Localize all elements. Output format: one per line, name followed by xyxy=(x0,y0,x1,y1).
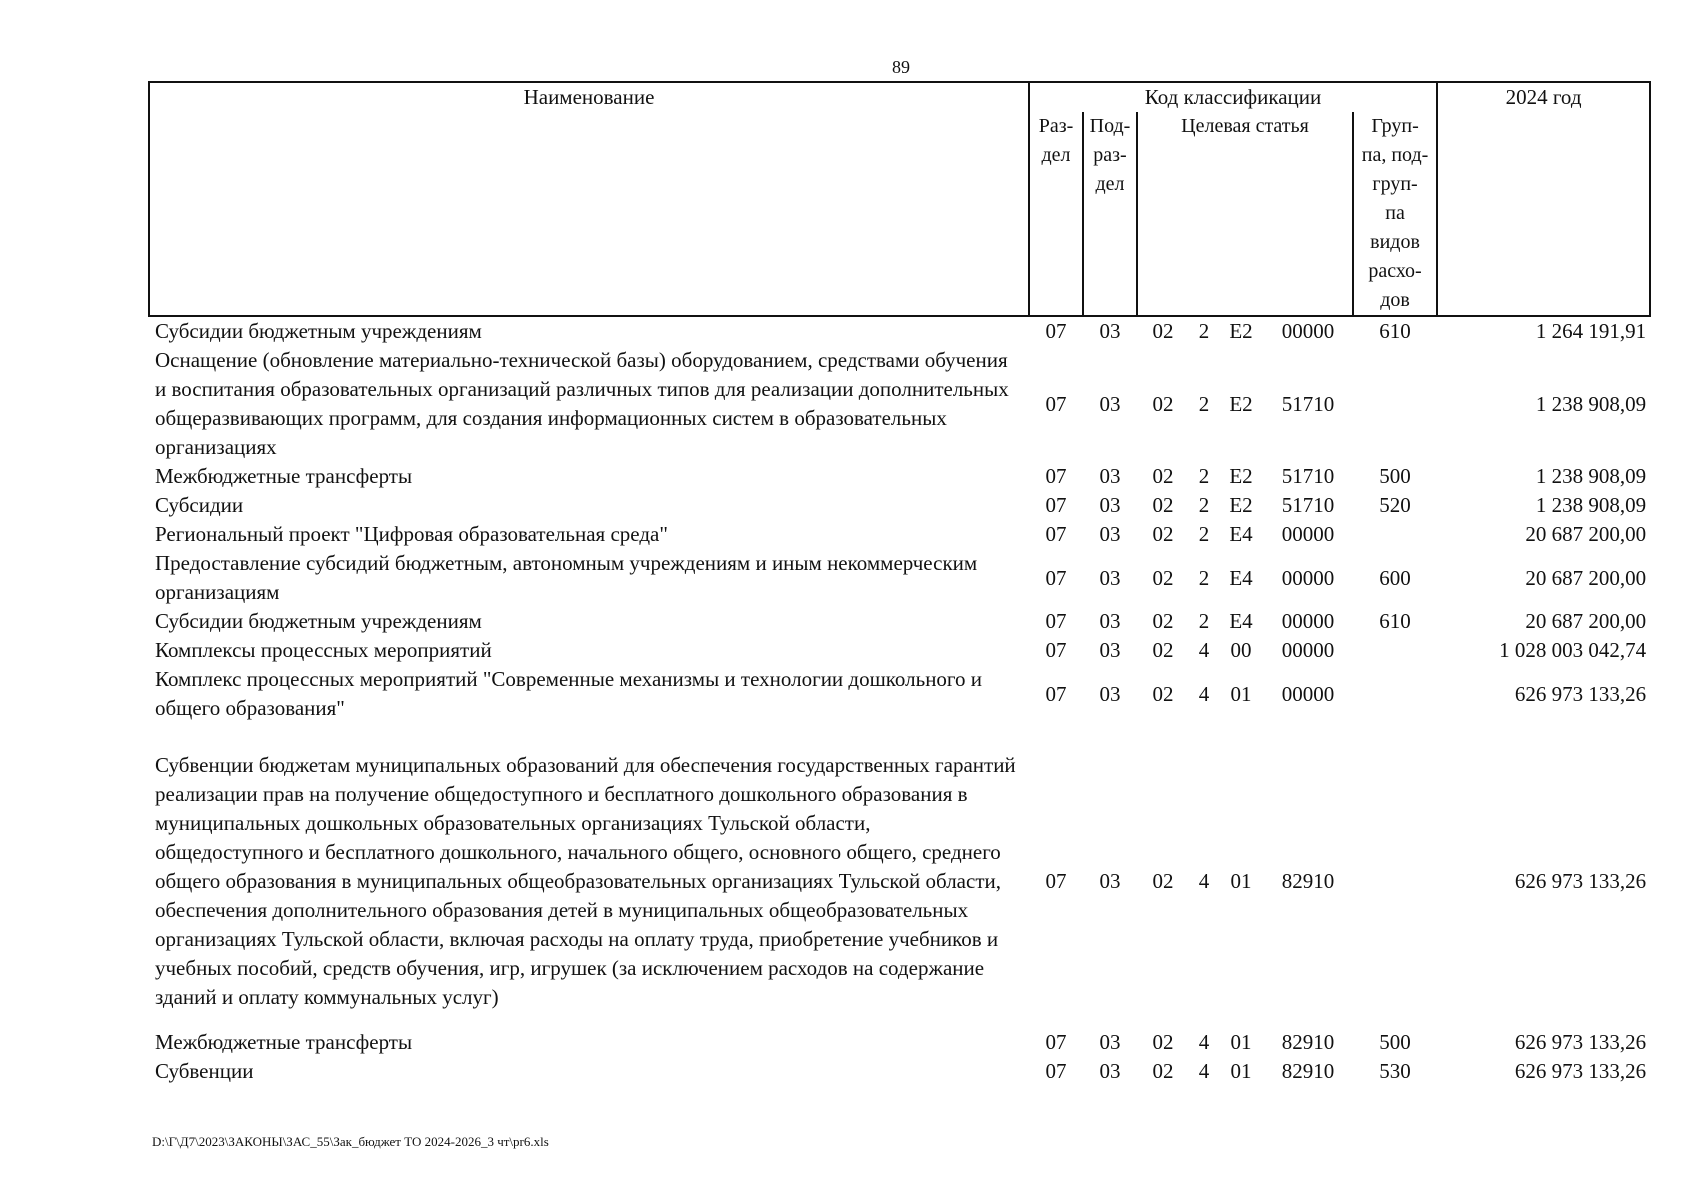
row-target-type: 2 xyxy=(1198,319,1210,343)
row-podrazdel: 03 xyxy=(1099,609,1121,633)
row-name: Субсидии бюджетным учреждениям xyxy=(155,609,482,633)
row-target-direction: 82910 xyxy=(1281,869,1335,893)
table-row xyxy=(149,491,1650,520)
table-row xyxy=(149,1057,1650,1086)
row-target-main: E4 xyxy=(1229,565,1253,590)
header-target: Целевая статья xyxy=(1137,112,1353,316)
row-target-program: 02 xyxy=(1152,681,1174,706)
row-target-type: 4 xyxy=(1198,638,1210,662)
row-name: Субвенции xyxy=(155,1059,254,1083)
row-target-main: 01 xyxy=(1230,1030,1252,1054)
table-row xyxy=(149,549,1650,607)
row-amount: 626 973 133,26 xyxy=(1514,1059,1647,1083)
row-podrazdel: 03 xyxy=(1099,319,1121,343)
row-podrazdel: 03 xyxy=(1099,391,1121,416)
row-name: Региональный проект "Цифровая образовательная среда" xyxy=(155,522,668,546)
row-target-main: E2 xyxy=(1229,464,1253,488)
row-target-program: 02 xyxy=(1152,1059,1174,1083)
row-target-program: 02 xyxy=(1152,464,1174,488)
row-name: Предоставление субсидий бюджетным, автономным учреждениям и иным некоммерческим организациям xyxy=(155,551,978,604)
row-amount: 626 973 133,26 xyxy=(1514,681,1647,706)
table-body xyxy=(149,316,1650,1086)
row-target-program: 02 xyxy=(1152,609,1174,633)
row-target-direction: 00000 xyxy=(1281,565,1335,590)
row-expense-group xyxy=(1353,636,1437,665)
row-target-main: E2 xyxy=(1229,391,1253,416)
row-target-direction: 82910 xyxy=(1281,1059,1335,1083)
row-target-direction: 00000 xyxy=(1281,638,1335,662)
row-podrazdel: 03 xyxy=(1099,464,1121,488)
row-target-direction: 00000 xyxy=(1281,609,1335,633)
budget-table-wrapper xyxy=(148,81,1649,1086)
row-expense-group: 520 xyxy=(1379,493,1411,517)
row-target-type: 2 xyxy=(1198,565,1210,590)
header-code-group: Код классификации xyxy=(1029,82,1437,112)
page-number: 89 xyxy=(892,57,910,77)
row-podrazdel: 03 xyxy=(1099,1030,1121,1054)
row-target-type: 2 xyxy=(1198,522,1210,546)
row-amount: 1 238 908,09 xyxy=(1535,464,1647,488)
row-target-program: 02 xyxy=(1152,565,1174,590)
row-name: Оснащение (обновление материально-технической базы) оборудованием, средствами обучения и воспитания образовательных организаций различных типов для реализации дополнительных общеразвивающих программ, для создания информационных систем в образовательных организациях xyxy=(155,348,1009,459)
table-row xyxy=(149,636,1650,665)
row-expense-group xyxy=(1353,723,1437,1028)
row-target-direction: 00000 xyxy=(1281,319,1335,343)
row-razdel: 07 xyxy=(1045,869,1067,893)
row-target-program: 02 xyxy=(1152,1030,1174,1054)
row-podrazdel: 03 xyxy=(1099,869,1121,893)
row-razdel: 07 xyxy=(1045,638,1067,662)
budget-table xyxy=(148,81,1651,1086)
row-target-program: 02 xyxy=(1152,391,1174,416)
row-name: Субвенции бюджетам муниципальных образований для обеспечения государственных гарантий реализации прав на получение общедоступного и бесплатного дошкольного образования в муниципальных дошкольных образовательных организациях Тульской области, общедоступного и бесплатного дошкольного, начального общего, основного общего, среднего общего образования в муниципальных общеобразовательных организациях Тульской области, обеспечения дополнительного образования детей в муниципальных общеобразовательных организациях Тульской области, включая расходы на оплату труда, приобретение учебников и учебных пособий, средств обучения, игр, игрушек (за исключением расходов на содержание зданий и оплату коммунальных услуг) xyxy=(155,753,1016,1009)
row-target-direction: 51710 xyxy=(1281,391,1335,416)
table-row xyxy=(149,462,1650,491)
table-row xyxy=(149,346,1650,462)
table-row xyxy=(149,520,1650,549)
row-target-type: 2 xyxy=(1198,391,1210,416)
row-amount: 1 238 908,09 xyxy=(1535,493,1647,517)
row-podrazdel: 03 xyxy=(1099,522,1121,546)
row-expense-group xyxy=(1353,346,1437,462)
row-amount: 1 264 191,91 xyxy=(1535,319,1647,343)
row-podrazdel: 03 xyxy=(1099,493,1121,517)
row-razdel: 07 xyxy=(1045,1030,1067,1054)
row-target-main: E4 xyxy=(1229,609,1253,633)
header-group: Груп- па, под- груп- па видов расхо- дов xyxy=(1353,112,1437,316)
row-target-program: 02 xyxy=(1152,319,1174,343)
row-target-direction: 82910 xyxy=(1281,1030,1335,1054)
row-target-type: 2 xyxy=(1198,609,1210,633)
row-target-main: 01 xyxy=(1230,869,1252,893)
row-name: Комплекс процессных мероприятий "Современные механизмы и технологии дошкольного и общего образования" xyxy=(155,667,983,720)
row-target-type: 2 xyxy=(1198,493,1210,517)
row-razdel: 07 xyxy=(1045,522,1067,546)
table-header xyxy=(149,82,1650,316)
row-target-main: E4 xyxy=(1229,522,1253,546)
row-expense-group: 500 xyxy=(1379,1030,1411,1054)
row-razdel: 07 xyxy=(1045,609,1067,633)
row-expense-group xyxy=(1353,520,1437,549)
row-target-main: 00 xyxy=(1230,638,1252,662)
table-row xyxy=(149,316,1650,346)
row-razdel: 07 xyxy=(1045,319,1067,343)
header-name: Наименование xyxy=(149,82,1029,316)
row-amount: 1 028 003 042,74 xyxy=(1499,638,1647,662)
row-target-program: 02 xyxy=(1152,638,1174,662)
row-razdel: 07 xyxy=(1045,391,1067,416)
row-expense-group: 610 xyxy=(1379,609,1411,633)
row-podrazdel: 03 xyxy=(1099,1059,1121,1083)
row-target-direction: 51710 xyxy=(1281,493,1335,517)
row-amount: 20 687 200,00 xyxy=(1525,522,1647,546)
row-target-main: 01 xyxy=(1230,681,1252,706)
row-target-direction: 00000 xyxy=(1281,681,1335,706)
row-expense-group: 610 xyxy=(1379,319,1411,343)
row-amount: 626 973 133,26 xyxy=(1514,869,1647,893)
row-razdel: 07 xyxy=(1045,565,1067,590)
row-expense-group: 600 xyxy=(1379,565,1411,590)
row-podrazdel: 03 xyxy=(1099,681,1121,706)
row-target-type: 4 xyxy=(1198,869,1210,893)
row-target-type: 4 xyxy=(1198,1059,1210,1083)
header-razdel: Раз- дел xyxy=(1029,112,1083,316)
row-name: Субсидии бюджетным учреждениям xyxy=(155,319,482,343)
row-target-main: E2 xyxy=(1229,319,1253,343)
row-target-type: 4 xyxy=(1198,681,1210,706)
row-razdel: 07 xyxy=(1045,1059,1067,1083)
row-razdel: 07 xyxy=(1045,493,1067,517)
row-expense-group: 530 xyxy=(1379,1059,1411,1083)
row-razdel: 07 xyxy=(1045,464,1067,488)
row-target-main: 01 xyxy=(1230,1059,1252,1083)
row-name: Межбюджетные трансферты xyxy=(155,464,413,488)
row-expense-group: 500 xyxy=(1379,464,1411,488)
row-name: Субсидии xyxy=(155,493,244,517)
table-row xyxy=(149,607,1650,636)
row-amount: 626 973 133,26 xyxy=(1514,1030,1647,1054)
row-podrazdel: 03 xyxy=(1099,565,1121,590)
row-podrazdel: 03 xyxy=(1099,638,1121,662)
file-path-footer: D:\Г\Д7\2023\ЗАКОНЫ\ЗАС_55\Зак_бюджет ТО 2024-2026_3 чт\pr6.xls xyxy=(152,1134,549,1149)
header-podrazdel: Под- раз- дел xyxy=(1083,112,1137,316)
row-target-program: 02 xyxy=(1152,493,1174,517)
row-amount: 20 687 200,00 xyxy=(1525,565,1647,590)
row-target-main: E2 xyxy=(1229,493,1253,517)
row-amount: 1 238 908,09 xyxy=(1535,391,1647,416)
row-expense-group xyxy=(1353,665,1437,723)
table-row xyxy=(149,1028,1650,1057)
row-target-type: 2 xyxy=(1198,464,1210,488)
row-target-direction: 00000 xyxy=(1281,522,1335,546)
row-target-program: 02 xyxy=(1152,522,1174,546)
row-target-program: 02 xyxy=(1152,869,1174,893)
row-name: Комплексы процессных мероприятий xyxy=(155,638,492,662)
table-row xyxy=(149,723,1650,1028)
row-target-direction: 51710 xyxy=(1281,464,1335,488)
row-name: Межбюджетные трансферты xyxy=(155,1030,413,1054)
row-target-type: 4 xyxy=(1198,1030,1210,1054)
table-row xyxy=(149,665,1650,723)
header-year: 2024 год xyxy=(1437,82,1650,316)
row-razdel: 07 xyxy=(1045,681,1067,706)
row-amount: 20 687 200,00 xyxy=(1525,609,1647,633)
